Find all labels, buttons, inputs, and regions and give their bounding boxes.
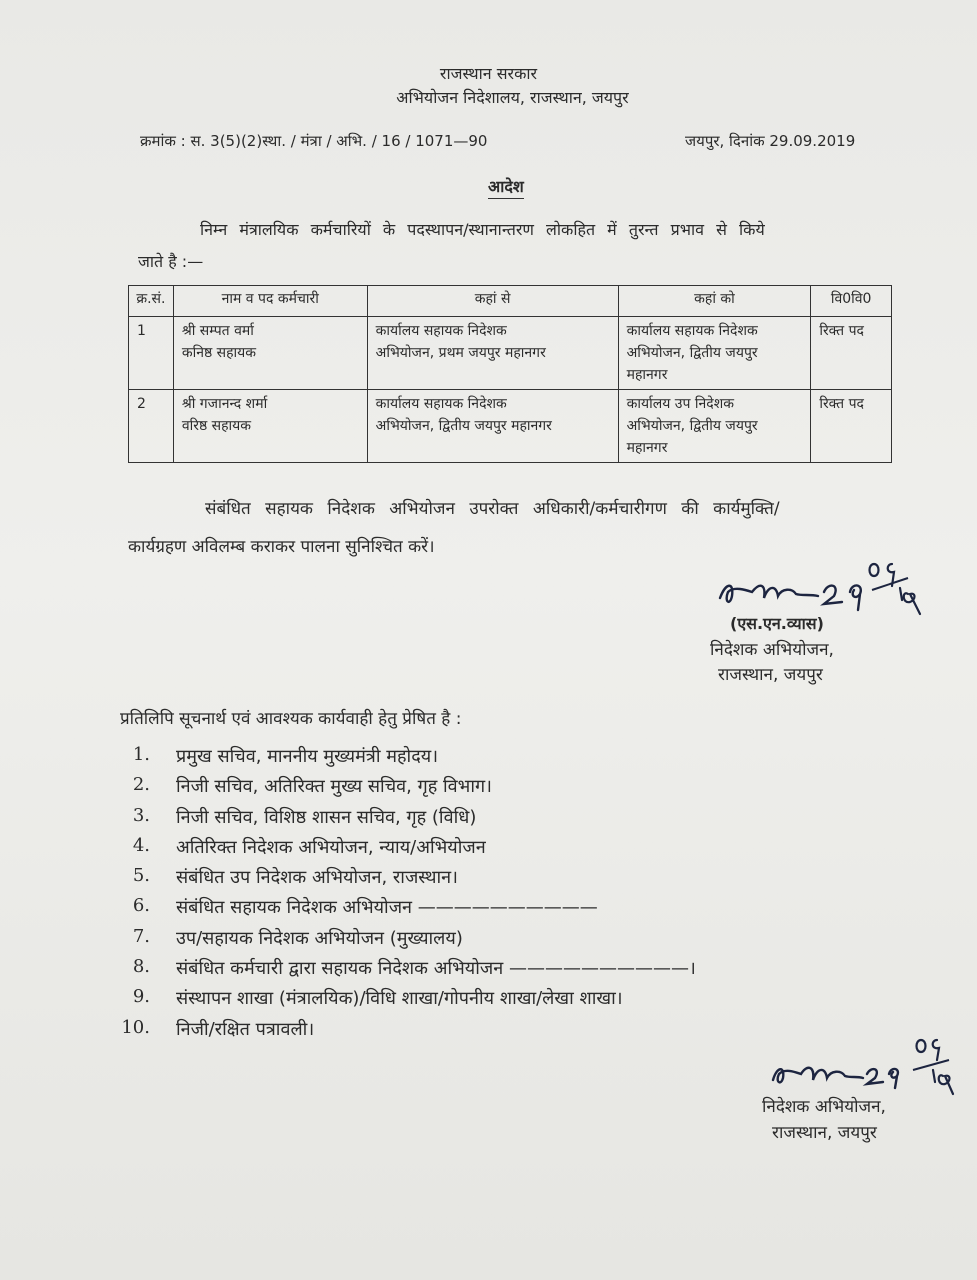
signatory-designation: निदेशक अभियोजन,	[710, 640, 834, 660]
table-header-row	[129, 286, 892, 317]
closing-line-2: कार्यग्रहण अविलम्ब कराकर पालना सुनिश्चित करें।	[128, 537, 435, 557]
employee-name: श्री गजानन्द शर्मा	[181, 396, 268, 412]
order-title: आदेश	[488, 175, 524, 199]
list-text: संबंधित सहायक निदेशक अभियोजन ——————————	[176, 897, 598, 919]
table-row	[129, 317, 892, 390]
list-number: 7.	[132, 925, 150, 947]
list-number: 9.	[132, 986, 150, 1008]
signatory-location: राजस्थान, जयपुर	[718, 665, 823, 685]
list-text: प्रमुख सचिव, माननीय मुख्यमंत्री महोदय।	[176, 746, 439, 767]
col-header-to: कहां को	[618, 286, 811, 317]
list-text: संस्थापन शाखा (मंत्रालयिक)/विधि शाखा/गोपनीय शाखा/लेखा शाखा।	[176, 988, 623, 1010]
from-office: कार्यालय सहायक निदेशक	[375, 323, 507, 339]
col-header-from: कहां से	[367, 286, 618, 317]
to-location: अभियोजन, द्वितीय जयपुर	[626, 345, 758, 361]
from-location: अभियोजन, द्वितीय जयपुर महानगर	[375, 418, 552, 434]
row-from	[367, 317, 618, 390]
footer-designation: निदेशक अभियोजन,	[762, 1097, 886, 1117]
row-remark: रिक्त पद	[811, 317, 892, 390]
intro-line-2: जाते है :—	[138, 252, 204, 271]
list-number: 5.	[132, 865, 150, 887]
transfer-table	[128, 285, 892, 463]
row-sno: 1	[129, 317, 174, 390]
from-office: कार्यालय सहायक निदेशक	[375, 396, 507, 412]
row-sno: 2	[129, 390, 174, 463]
list-text: निजी/रक्षित पत्रावली।	[176, 1018, 315, 1040]
row-to	[618, 390, 811, 463]
list-text: संबंधित कर्मचारी द्वारा सहायक निदेशक अभियोजन ——————————।	[176, 958, 696, 980]
office-name: अभियोजन निदेशालय, राजस्थान, जयपुर	[396, 88, 629, 107]
list-number: 10.	[121, 1016, 150, 1038]
list-number: 8.	[132, 956, 150, 978]
col-header-remark: वि0वि0	[811, 286, 892, 317]
list-number: 1.	[132, 744, 150, 765]
employee-post: कनिष्ठ सहायक	[181, 345, 257, 361]
table-row	[129, 390, 892, 463]
list-text: निजी सचिव, विशिष्ठ शासन सचिव, गृह (विधि)	[176, 806, 477, 828]
list-text: उप/सहायक निदेशक अभियोजन (मुख्यालय)	[176, 927, 463, 949]
govt-name: राजस्थान सरकार	[439, 64, 538, 83]
employee-name: श्री सम्पत वर्मा	[181, 323, 254, 339]
list-number: 6.	[132, 895, 150, 917]
row-remark: रिक्त पद	[811, 390, 892, 463]
order-date: जयपुर, दिनांक 29.09.2019	[685, 132, 856, 150]
to-city: महानगर	[626, 367, 668, 383]
row-to	[618, 317, 811, 390]
list-number: 4.	[132, 834, 150, 856]
intro-line-1: निम्न मंत्रालयिक कर्मचारियों के पदस्थापन/स्थानान्तरण लोकहित में तुरन्त प्रभाव से किये	[200, 220, 765, 239]
col-header-name: नाम व पद कर्मचारी	[173, 286, 367, 317]
employee-post: वरिष्ठ सहायक	[181, 418, 252, 434]
list-number: 3.	[132, 804, 150, 826]
row-employee	[173, 317, 367, 390]
list-text: संबंधित उप निदेशक अभियोजन, राजस्थान।	[176, 867, 458, 889]
row-from	[367, 390, 618, 463]
col-header-sno: क्र.सं.	[129, 286, 174, 317]
copy-heading: प्रतिलिपि सूचनार्थ एवं आवश्यक कार्यवाही हेतु प्रेषित है :	[120, 709, 462, 729]
signatory-name: (एस.एन.व्यास)	[730, 614, 824, 633]
to-office: कार्यालय उप निदेशक	[626, 396, 734, 412]
to-office: कार्यालय सहायक निदेशक	[626, 323, 758, 339]
list-text: अतिरिक्त निदेशक अभियोजन, न्याय/अभियोजन	[176, 836, 486, 858]
reference-number: क्रमांक : स. 3(5)(2)स्था. / मंत्रा / अभि. / 16 / 1071—90	[140, 132, 488, 150]
closing-line-1: संबंधित सहायक निदेशक अभियोजन उपरोक्त अधिकारी/कर्मचारीगण की कार्यमुक्ति/	[205, 499, 780, 519]
handwritten-signature	[765, 1030, 965, 1100]
to-location: अभियोजन, द्वितीय जयपुर	[626, 418, 758, 434]
row-employee	[173, 390, 367, 463]
list-number: 2.	[132, 774, 150, 796]
footer-location: राजस्थान, जयपुर	[772, 1123, 877, 1143]
list-text: निजी सचिव, अतिरिक्त मुख्य सचिव, गृह विभाग।	[176, 776, 492, 798]
from-location: अभियोजन, प्रथम जयपुर महानगर	[375, 345, 546, 361]
to-city: महानगर	[626, 440, 668, 456]
